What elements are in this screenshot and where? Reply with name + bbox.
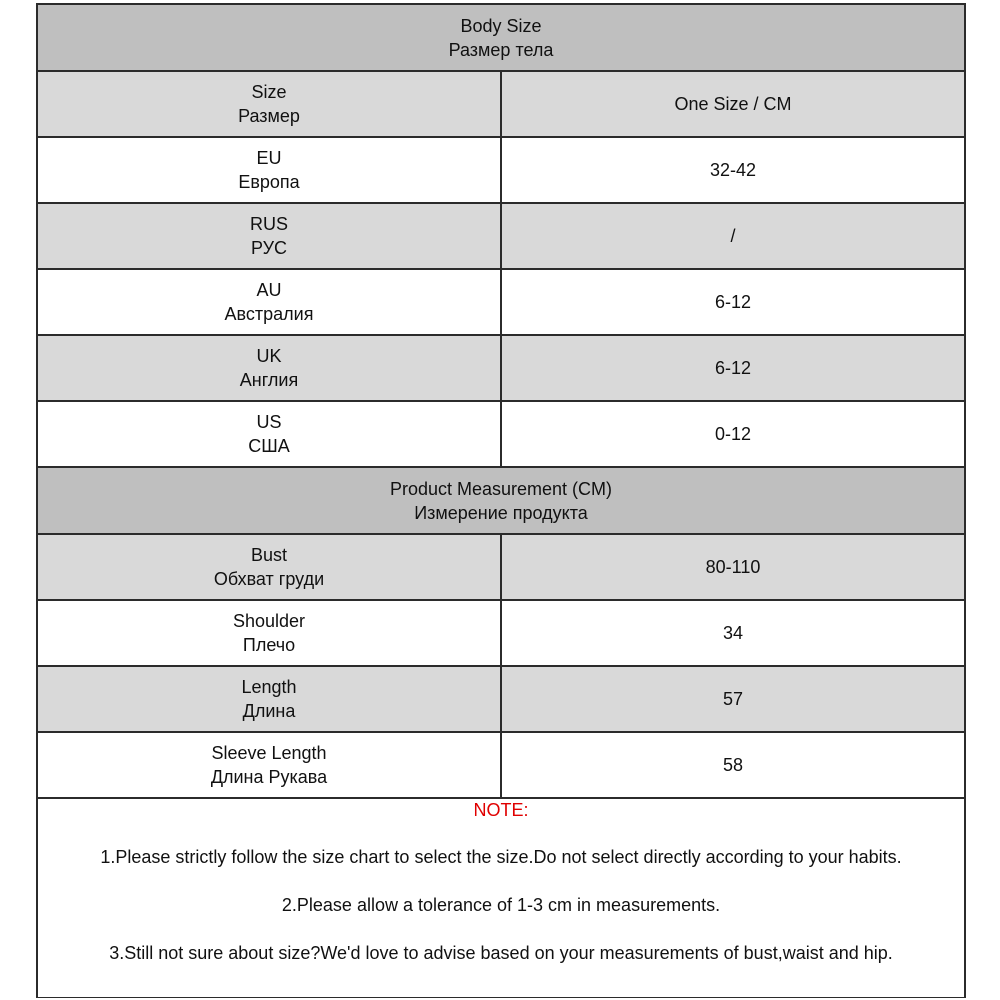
table-row — [38, 270, 964, 336]
size-column-header — [38, 72, 502, 136]
one-size-header: One Size / CM — [674, 94, 792, 114]
product-measurement-title-en: Product Measurement (CM) — [389, 478, 613, 499]
size-header-en: Size — [251, 82, 287, 102]
table-row — [38, 336, 964, 402]
size-label-en: EU — [256, 148, 282, 168]
size-label-eu — [38, 138, 502, 202]
product-measurement-header — [38, 468, 964, 535]
product-measurement-title-ru: Измерение продукта — [414, 502, 588, 523]
size-label-ru: Австралия — [224, 304, 314, 324]
size-label-uk — [38, 336, 502, 400]
size-label-en: AU — [256, 280, 282, 300]
measurement-label-ru: Обхват груди — [213, 569, 325, 589]
size-label-en: US — [256, 412, 282, 432]
measurement-label-ru: Плечо — [242, 635, 296, 655]
measurement-label-en: Sleeve Length — [211, 743, 327, 763]
note-line: 3.Still not sure about size?We'd love to advise based on your measurements of bust,waist and hip. — [109, 943, 893, 963]
size-column-header-row — [38, 72, 964, 138]
measurement-label-ru: Длина — [242, 701, 296, 721]
note-line: 2.Please allow a tolerance of 1-3 cm in measurements. — [281, 895, 721, 915]
body-size-header — [38, 5, 964, 72]
body-size-title-en: Body Size — [460, 15, 542, 36]
size-header-ru: Размер — [238, 106, 300, 126]
measurement-label-shoulder — [38, 601, 502, 665]
body-size-title — [38, 5, 964, 70]
table-row — [38, 138, 964, 204]
size-label-en: UK — [256, 346, 282, 366]
size-label-ru: РУС — [250, 238, 288, 258]
size-value — [502, 204, 964, 268]
measurement-label-sleeve-length — [38, 733, 502, 797]
product-measurement-title — [38, 468, 964, 533]
size-label-rus — [38, 204, 502, 268]
table-row — [38, 402, 964, 468]
size-value — [502, 270, 964, 334]
size-label-au — [38, 270, 502, 334]
measurement-label-en: Bust — [250, 545, 288, 565]
measurement-value — [502, 601, 964, 665]
note-section — [38, 799, 964, 997]
body-size-title-ru: Размер тела — [448, 39, 554, 60]
size-value-text: / — [730, 226, 736, 246]
measurement-value-text: 34 — [722, 623, 744, 643]
measurement-value — [502, 733, 964, 797]
measurement-label-length — [38, 667, 502, 731]
size-label-ru: Англия — [239, 370, 299, 390]
table-row — [38, 204, 964, 270]
measurement-label-en: Length — [241, 677, 297, 697]
size-label-en: RUS — [249, 214, 288, 234]
one-size-column-header — [502, 72, 964, 136]
measurement-label-en: Shoulder — [232, 611, 306, 631]
size-value-text: 6-12 — [714, 292, 752, 312]
measurement-value — [502, 667, 964, 731]
size-label-us — [38, 402, 502, 466]
size-value-text: 32-42 — [709, 160, 757, 180]
table-row — [38, 733, 964, 799]
note-line: 1.Please strictly follow the size chart to select the size.Do not select directly according to your habits. — [100, 847, 902, 867]
measurement-value — [502, 535, 964, 599]
measurement-value-text: 57 — [722, 689, 744, 709]
size-label-ru: США — [248, 436, 290, 456]
size-value — [502, 336, 964, 400]
table-row — [38, 667, 964, 733]
size-chart — [36, 3, 966, 998]
size-value — [502, 402, 964, 466]
measurement-value-text: 80-110 — [705, 557, 761, 577]
measurement-label-ru: Длина Рукава — [210, 767, 328, 787]
size-value — [502, 138, 964, 202]
note-title: NOTE: — [473, 800, 529, 820]
table-row — [38, 601, 964, 667]
size-label-ru: Европа — [238, 172, 300, 192]
measurement-label-bust — [38, 535, 502, 599]
table-row — [38, 535, 964, 601]
size-value-text: 6-12 — [714, 358, 752, 378]
size-value-text: 0-12 — [714, 424, 752, 444]
measurement-value-text: 58 — [722, 755, 744, 775]
